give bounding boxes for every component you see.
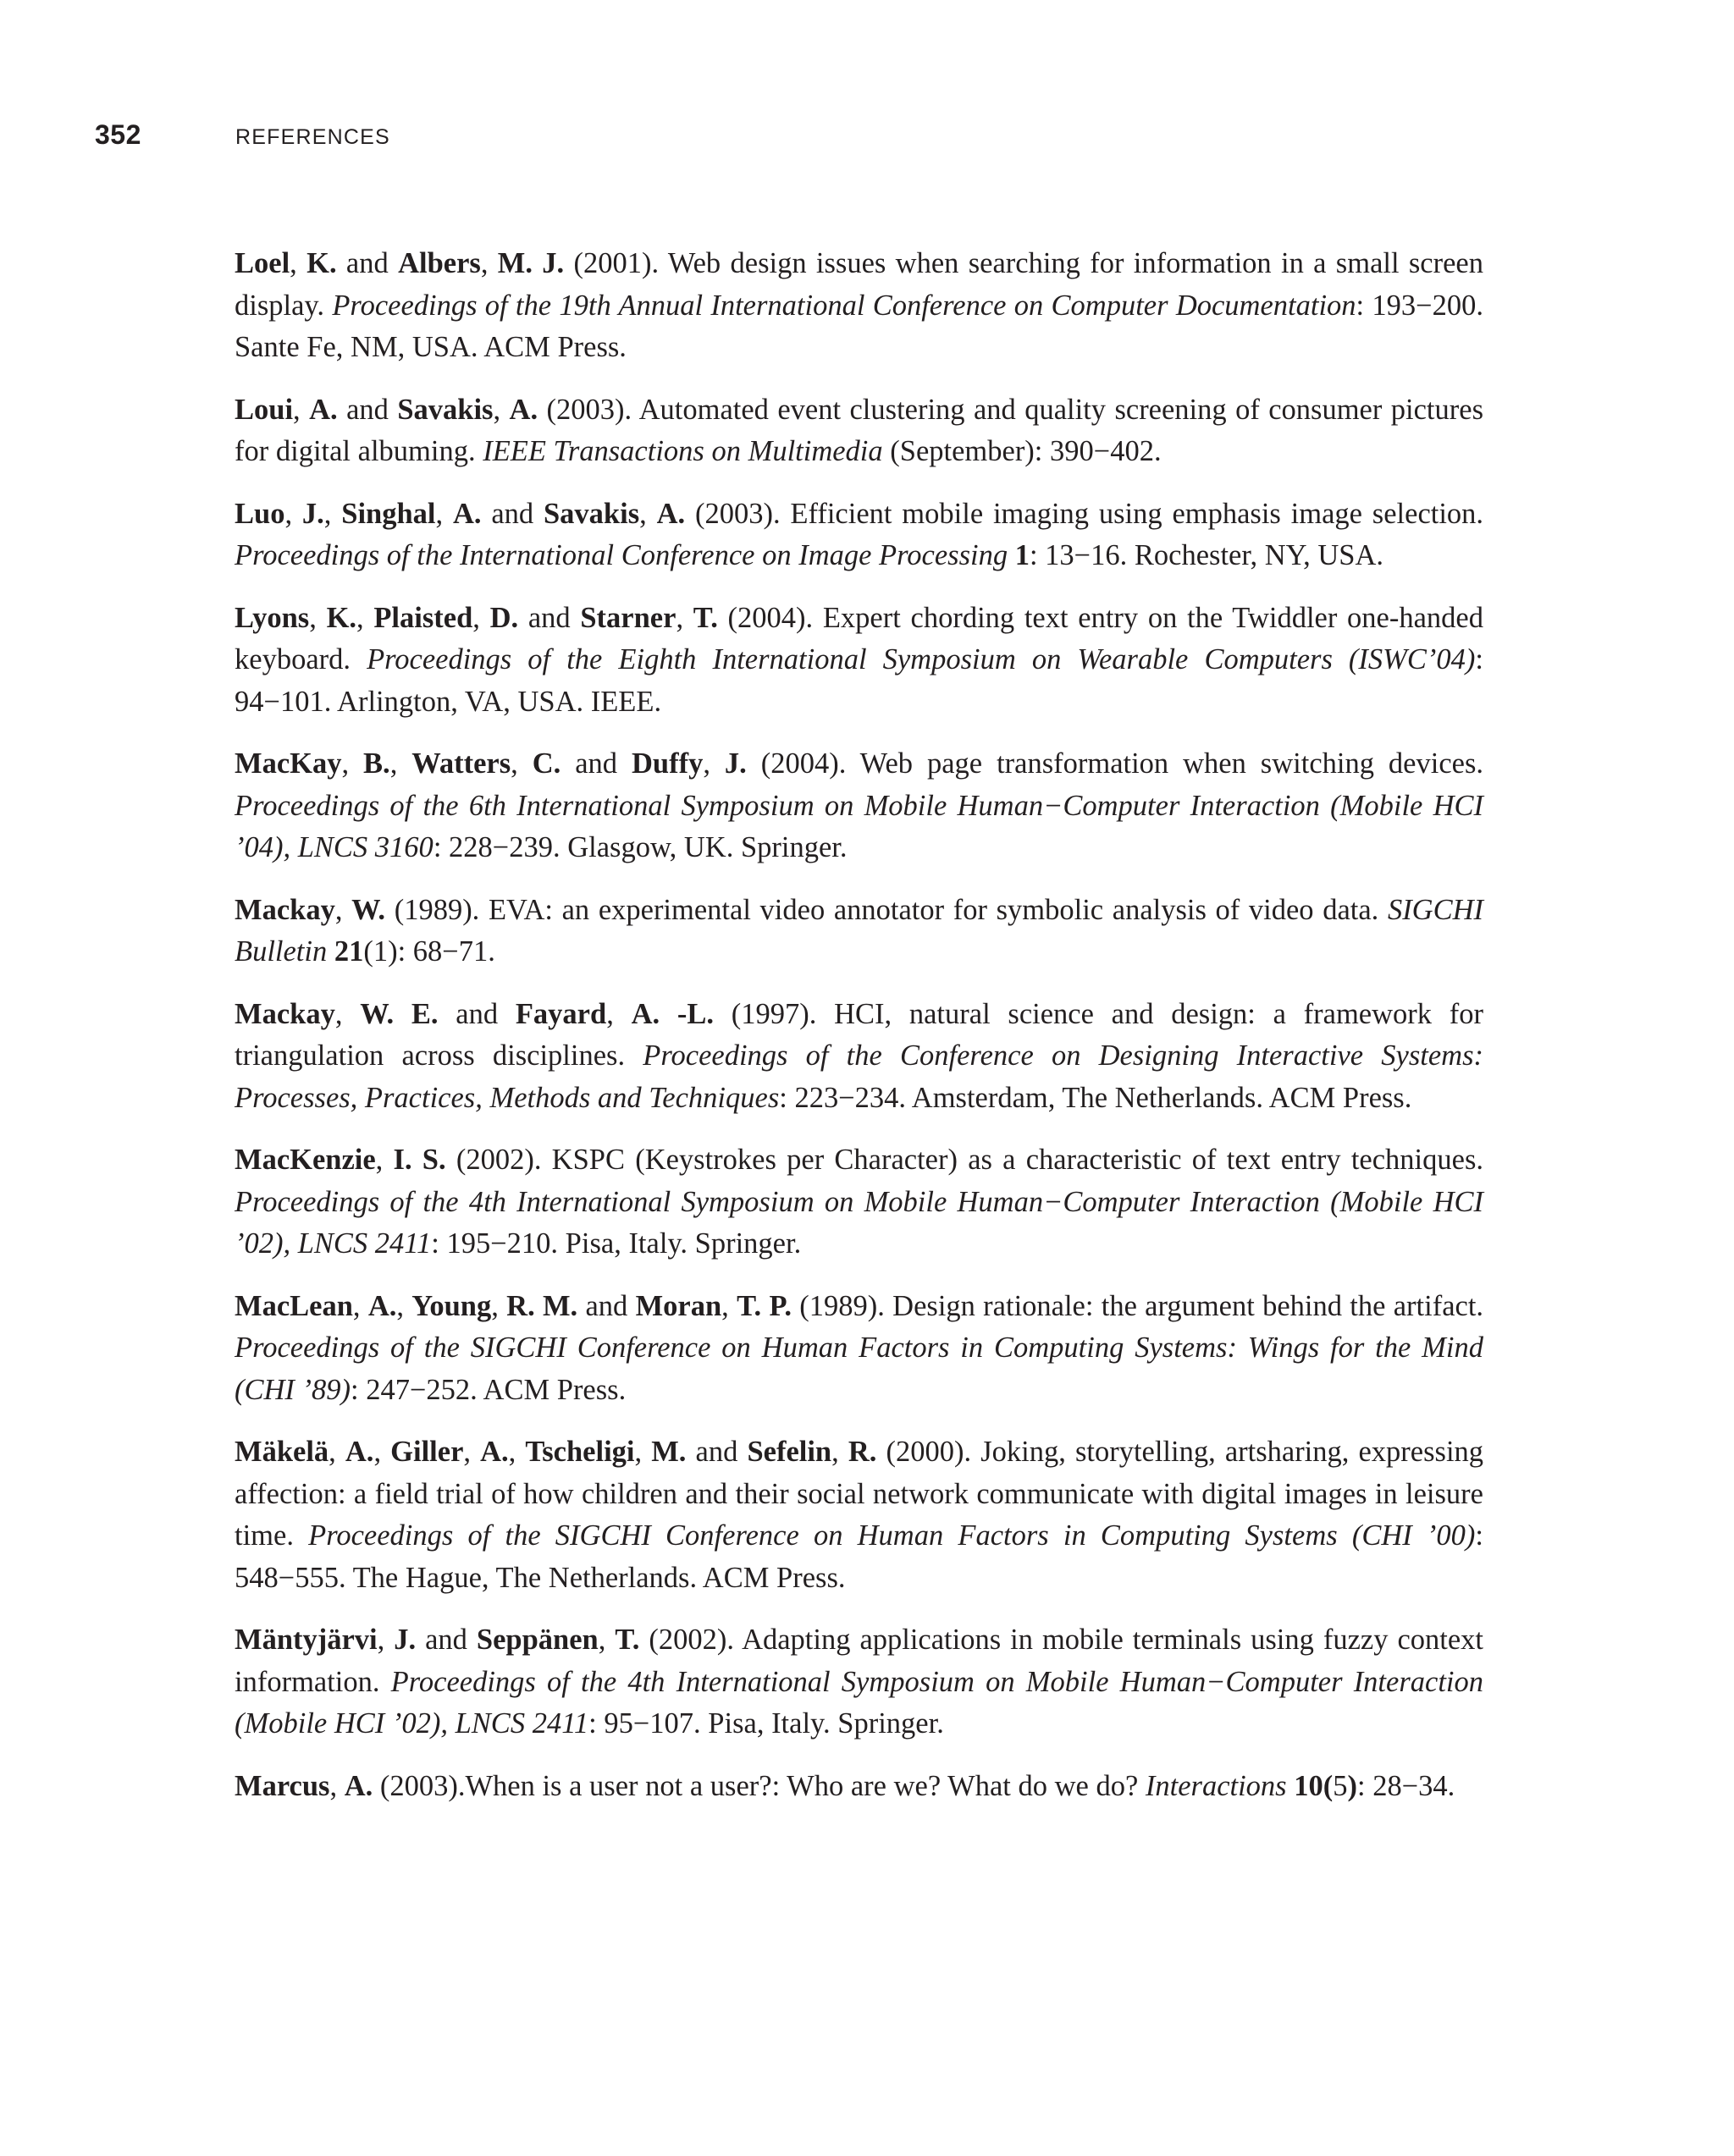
- reference-entry: [235, 1139, 1483, 1265]
- reference-text: ,: [329, 1436, 345, 1468]
- publication-title: Proceedings of the 6th International Symposium on Mobile Human−Computer Interaction (Mobile HCI ’04), LNCS 3160: [235, 789, 1483, 863]
- reference-entry: [235, 1766, 1483, 1808]
- author-or-volume-text: Starner: [580, 601, 676, 634]
- reference-text: (1989). EVA: an experimental video annotator for symbolic analysis of video data.: [385, 893, 1388, 926]
- author-or-volume-text: J.: [301, 497, 324, 530]
- reference-text: and: [337, 393, 398, 426]
- reference-text: (1997). HCI, natural science and design: a framework for triangulation across disciplines.: [235, 997, 1483, 1072]
- publication-title: Interactions: [1145, 1769, 1287, 1802]
- reference-text: and: [686, 1436, 748, 1468]
- reference-entry: [235, 1619, 1483, 1745]
- publication-title: Proceedings of the Conference on Designing Interactive Systems: Processes, Practices, Methods and Techniques: [235, 1039, 1483, 1114]
- reference-text: : 195−210. Pisa, Italy. Springer.: [431, 1227, 802, 1260]
- reference-text: and: [577, 1289, 636, 1322]
- reference-text: ,: [634, 1436, 652, 1468]
- author-or-volume-text: Mackay: [235, 893, 335, 926]
- author-or-volume-text: M. J.: [497, 247, 565, 279]
- reference-text: : 548−555. The Hague, The Netherlands. ACM Press.: [235, 1519, 1483, 1594]
- publication-title: Proceedings of the 4th International Symposium on Mobile Human−Computer Interaction (Mobile HCI ’02), LNCS 2411: [235, 1665, 1483, 1740]
- reference-text: ,: [491, 1289, 507, 1322]
- author-or-volume-text: Lyons: [235, 601, 310, 634]
- author-or-volume-text: M.: [651, 1436, 687, 1468]
- author-or-volume-text: 21: [334, 935, 364, 968]
- reference-text: : 94−101. Arlington, VA, USA. IEEE.: [235, 643, 1483, 718]
- reference-text: ,: [389, 747, 412, 780]
- author-or-volume-text: A.: [344, 1769, 373, 1802]
- author-or-volume-text: A.: [656, 497, 686, 530]
- reference-text: (2002). Adapting applications in mobile terminals using fuzzy context information.: [235, 1624, 1483, 1698]
- reference-text: ,: [341, 747, 364, 780]
- reference-text: : 95−107. Pisa, Italy. Springer.: [588, 1707, 944, 1740]
- author-or-volume-text: J.: [394, 1624, 417, 1656]
- publication-title: IEEE Transactions on Multimedia: [483, 435, 883, 467]
- author-or-volume-text: A.: [309, 393, 338, 426]
- reference-text: and: [518, 601, 581, 634]
- running-head: REFERENCES: [235, 125, 390, 149]
- author-or-volume-text: MacKay: [235, 747, 342, 780]
- author-or-volume-text: A.: [367, 1289, 397, 1322]
- author-or-volume-text: Loel: [235, 247, 290, 279]
- reference-text: : 228−239. Glasgow, UK. Springer.: [433, 831, 848, 863]
- reference-text: ,: [352, 1289, 368, 1322]
- author-or-volume-text: Moran: [635, 1289, 722, 1322]
- reference-entry: [235, 1431, 1483, 1599]
- reference-text: ,: [284, 497, 302, 530]
- reference-text: ,: [831, 1436, 848, 1468]
- publication-title: Proceedings of the 19th Annual International Conference on Computer Documentation: [332, 289, 1356, 322]
- reference-text: and: [438, 997, 516, 1030]
- reference-list: [235, 243, 1483, 1828]
- reference-text: ,: [676, 601, 693, 634]
- author-or-volume-text: Savakis: [397, 393, 494, 426]
- author-or-volume-text: Mäntyjärvi: [235, 1624, 378, 1656]
- reference-text: ,: [606, 997, 632, 1030]
- publication-title: Proceedings of the Eighth International Symposium on Wearable Computers (ISWC’04): [367, 643, 1476, 675]
- reference-text: : 223−234. Amsterdam, The Netherlands. ACM Press.: [779, 1081, 1412, 1114]
- reference-text: : 247−252. ACM Press.: [351, 1373, 627, 1406]
- reference-entry: [235, 389, 1483, 473]
- reference-text: ,: [598, 1624, 616, 1656]
- reference-text: ,: [323, 497, 342, 530]
- reference-text: (1): 68−71.: [363, 935, 495, 968]
- reference-text: ,: [293, 393, 310, 426]
- reference-text: and: [481, 497, 544, 530]
- reference-text: ,: [377, 1624, 395, 1656]
- author-or-volume-text: Mäkelä: [235, 1436, 329, 1468]
- author-or-volume-text: Savakis: [544, 497, 640, 530]
- author-or-volume-text: I. S.: [393, 1144, 446, 1176]
- reference-text: ,: [721, 1289, 737, 1322]
- reference-text: (2003). Automated event clustering and quality screening of consumer pictures for digital albuming.: [235, 393, 1483, 467]
- reference-text: ,: [703, 747, 725, 780]
- author-or-volume-text: Albers: [398, 247, 481, 279]
- reference-entry: [235, 598, 1483, 724]
- author-or-volume-text: Watters: [411, 747, 511, 780]
- reference-text: (2003). Efficient mobile imaging using emphasis image selection.: [685, 497, 1484, 530]
- publication-title: SIGCHI Bulletin: [235, 893, 1484, 968]
- reference-entry: [235, 994, 1483, 1120]
- reference-text: (2004). Expert chording text entry on the Twiddler one-handed keyboard.: [235, 601, 1483, 675]
- reference-entry: [235, 243, 1483, 369]
- author-or-volume-text: K.: [326, 601, 357, 634]
- reference-text: : 13−16. Rochester, NY, USA.: [1029, 539, 1383, 571]
- author-or-volume-text: ): [1347, 1769, 1357, 1802]
- author-or-volume-text: Tscheligi: [525, 1436, 635, 1468]
- author-or-volume-text: 1: [1014, 539, 1030, 571]
- reference-text: (2001). Web design issues when searching for information in a small screen display.: [235, 247, 1483, 322]
- author-or-volume-text: Sefelin: [747, 1436, 832, 1468]
- reference-text: ,: [334, 893, 352, 926]
- author-or-volume-text: Fayard: [515, 997, 607, 1030]
- author-or-volume-text: T. P.: [737, 1289, 792, 1322]
- reference-text: ,: [396, 1289, 412, 1322]
- author-or-volume-text: 10(: [1294, 1769, 1334, 1802]
- reference-text: ,: [290, 247, 307, 279]
- page-number: 352: [95, 119, 141, 150]
- reference-text: (1989). Design rationale: the argument behind the artifact.: [791, 1289, 1484, 1322]
- author-or-volume-text: Singhal: [341, 497, 436, 530]
- publication-title: Proceedings of the International Conference on Image Processing: [235, 539, 1008, 571]
- reference-text: ,: [463, 1436, 481, 1468]
- reference-text: (2004). Web page transformation when switching devices.: [746, 747, 1483, 780]
- author-or-volume-text: T.: [693, 601, 718, 634]
- reference-text: (2002). KSPC (Keystrokes per Character) as a characteristic of text entry techniques.: [445, 1144, 1483, 1176]
- author-or-volume-text: Plaisted: [373, 601, 473, 634]
- reference-text: [327, 935, 334, 968]
- reference-text: ,: [334, 997, 361, 1030]
- author-or-volume-text: A.: [452, 497, 482, 530]
- author-or-volume-text: A. -L.: [631, 997, 714, 1030]
- author-or-volume-text: Mackay: [235, 997, 335, 1030]
- reference-entry: [235, 1286, 1483, 1412]
- author-or-volume-text: MacKenzie: [235, 1144, 376, 1176]
- reference-entry: [235, 743, 1483, 869]
- reference-text: : 193−200. Sante Fe, NM, USA. ACM Press.: [235, 289, 1484, 363]
- author-or-volume-text: K.: [306, 247, 337, 279]
- author-or-volume-text: W. E.: [360, 997, 439, 1030]
- reference-text: [1287, 1770, 1295, 1802]
- reference-text: ,: [373, 1436, 391, 1468]
- author-or-volume-text: D.: [489, 601, 519, 634]
- publication-title: Proceedings of the SIGCHI Conference on Human Factors in Computing Systems (CHI ’00): [308, 1519, 1476, 1552]
- author-or-volume-text: T.: [615, 1624, 640, 1656]
- author-or-volume-text: B.: [363, 747, 390, 780]
- reference-text: and: [336, 247, 399, 279]
- publication-title: Proceedings of the SIGCHI Conference on Human Factors in Computing Systems: Wings for the Mind (CHI ’89): [235, 1332, 1483, 1406]
- page-header: [95, 119, 390, 160]
- reference-text: (September): 390−402.: [882, 435, 1162, 467]
- reference-text: ,: [480, 247, 498, 279]
- reference-text: 5: [1333, 1769, 1348, 1802]
- author-or-volume-text: Giller: [390, 1436, 464, 1468]
- author-or-volume-text: R. M.: [506, 1289, 578, 1322]
- publication-title: Proceedings of the 4th International Symposium on Mobile Human−Computer Interaction (Mobile HCI ’02), LNCS 2411: [235, 1185, 1483, 1260]
- author-or-volume-text: Young: [411, 1289, 492, 1322]
- reference-text: ,: [639, 497, 657, 530]
- author-or-volume-text: C.: [532, 747, 561, 780]
- reference-text: ,: [375, 1144, 394, 1176]
- reference-entry: [235, 494, 1483, 577]
- author-or-volume-text: Seppänen: [476, 1624, 599, 1656]
- author-or-volume-text: Marcus: [235, 1769, 330, 1802]
- reference-text: and: [561, 747, 632, 780]
- reference-text: ,: [472, 601, 490, 634]
- reference-text: : 28−34.: [1357, 1769, 1455, 1802]
- reference-text: ,: [493, 393, 510, 426]
- author-or-volume-text: Luo: [235, 497, 285, 530]
- author-or-volume-text: MacLean: [235, 1289, 353, 1322]
- author-or-volume-text: A.: [509, 393, 538, 426]
- author-or-volume-text: Duffy: [632, 747, 704, 780]
- reference-text: (2000). Joking, storytelling, artsharing, expressing affection: a field trial of how children and their social network communicate with digital images in leisure time.: [235, 1436, 1484, 1552]
- author-or-volume-text: Loui: [235, 393, 294, 426]
- reference-entry: [235, 890, 1483, 973]
- reference-text: ,: [356, 601, 374, 634]
- author-or-volume-text: R.: [848, 1436, 877, 1468]
- reference-text: ,: [508, 1436, 526, 1468]
- reference-text: [1008, 539, 1015, 571]
- reference-text: (2003).When is a user not a user?: Who are we? What do we do?: [373, 1769, 1146, 1802]
- author-or-volume-text: J.: [724, 747, 747, 780]
- author-or-volume-text: W.: [351, 893, 386, 926]
- reference-text: ,: [309, 601, 327, 634]
- reference-text: ,: [435, 497, 453, 530]
- reference-text: ,: [511, 747, 533, 780]
- reference-text: ,: [329, 1769, 345, 1802]
- author-or-volume-text: A.: [345, 1436, 374, 1468]
- author-or-volume-text: A.: [480, 1436, 509, 1468]
- reference-text: and: [416, 1624, 477, 1656]
